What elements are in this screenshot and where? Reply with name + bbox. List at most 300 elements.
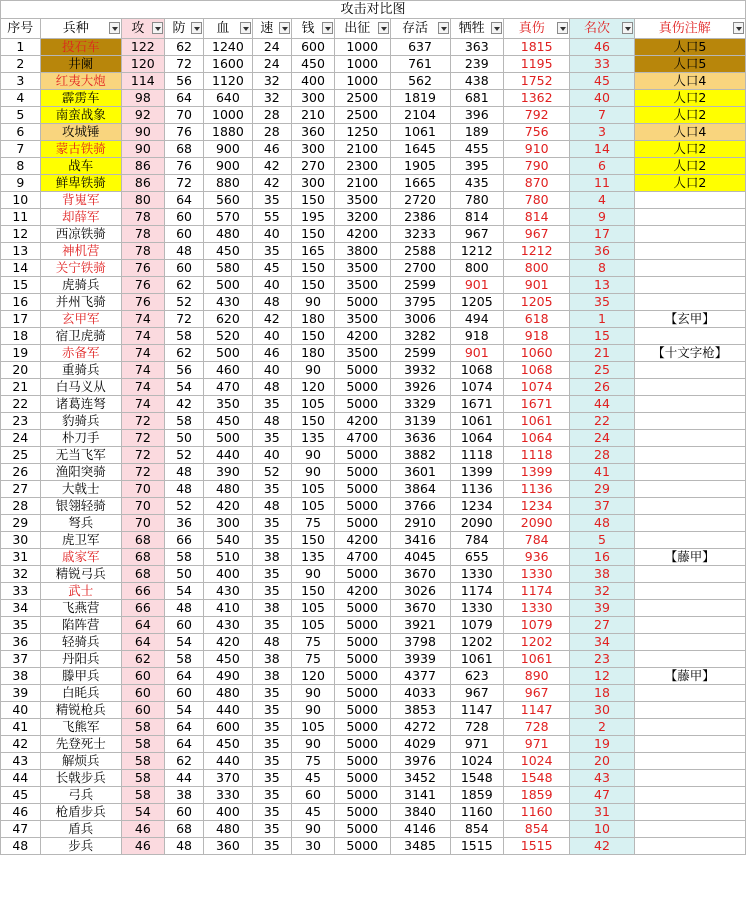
cell-id[interactable]: 46 <box>1 804 41 821</box>
cell-speed[interactable]: 35 <box>252 192 292 209</box>
cell-name[interactable]: 并州飞骑 <box>40 294 121 311</box>
cell-hp[interactable]: 390 <box>204 464 252 481</box>
cell-id[interactable]: 9 <box>1 175 41 192</box>
cell-attack[interactable]: 54 <box>121 804 164 821</box>
cell-note[interactable] <box>634 651 745 668</box>
cell-attack[interactable]: 86 <box>121 175 164 192</box>
cell-attack[interactable]: 80 <box>121 192 164 209</box>
cell-speed[interactable]: 35 <box>252 243 292 260</box>
cell-note[interactable] <box>634 838 745 855</box>
cell-id[interactable]: 26 <box>1 464 41 481</box>
cell-deploy[interactable]: 3500 <box>334 311 390 328</box>
cell-cost[interactable]: 105 <box>292 396 335 413</box>
cell-true-damage[interactable]: 901 <box>504 277 570 294</box>
cell-speed[interactable]: 40 <box>252 447 292 464</box>
cell-attack[interactable]: 72 <box>121 447 164 464</box>
cell-rank[interactable]: 22 <box>570 413 634 430</box>
cell-survive[interactable]: 3233 <box>390 226 450 243</box>
cell-cost[interactable]: 150 <box>292 583 335 600</box>
cell-survive[interactable]: 3026 <box>390 583 450 600</box>
cell-rank[interactable]: 11 <box>570 175 634 192</box>
cell-survive[interactable]: 637 <box>390 39 450 56</box>
filter-dropdown-icon[interactable] <box>378 22 389 34</box>
cell-hp[interactable]: 560 <box>204 192 252 209</box>
cell-hp[interactable]: 880 <box>204 175 252 192</box>
cell-hp[interactable]: 1000 <box>204 107 252 124</box>
cell-defense[interactable]: 60 <box>164 804 204 821</box>
cell-id[interactable]: 37 <box>1 651 41 668</box>
cell-speed[interactable]: 35 <box>252 583 292 600</box>
cell-rank[interactable]: 21 <box>570 345 634 362</box>
cell-defense[interactable]: 68 <box>164 821 204 838</box>
cell-name[interactable]: 西凉铁骑 <box>40 226 121 243</box>
cell-true-damage[interactable]: 870 <box>504 175 570 192</box>
cell-defense[interactable]: 56 <box>164 362 204 379</box>
cell-defense[interactable]: 76 <box>164 158 204 175</box>
cell-hp[interactable]: 1240 <box>204 39 252 56</box>
cell-loss[interactable]: 1064 <box>450 430 504 447</box>
cell-note[interactable] <box>634 787 745 804</box>
cell-hp[interactable]: 640 <box>204 90 252 107</box>
cell-true-damage[interactable]: 1362 <box>504 90 570 107</box>
cell-speed[interactable]: 48 <box>252 413 292 430</box>
cell-attack[interactable]: 86 <box>121 158 164 175</box>
cell-cost[interactable]: 105 <box>292 719 335 736</box>
cell-true-damage[interactable]: 1212 <box>504 243 570 260</box>
cell-name[interactable]: 弓兵 <box>40 787 121 804</box>
cell-speed[interactable]: 32 <box>252 90 292 107</box>
cell-deploy[interactable]: 5000 <box>334 804 390 821</box>
cell-loss[interactable]: 1061 <box>450 651 504 668</box>
cell-survive[interactable]: 3976 <box>390 753 450 770</box>
cell-attack[interactable]: 98 <box>121 90 164 107</box>
cell-true-damage[interactable]: 1399 <box>504 464 570 481</box>
cell-speed[interactable]: 48 <box>252 294 292 311</box>
cell-attack[interactable]: 68 <box>121 549 164 566</box>
cell-hp[interactable]: 420 <box>204 498 252 515</box>
cell-rank[interactable]: 37 <box>570 498 634 515</box>
cell-name[interactable]: 井阑 <box>40 56 121 73</box>
cell-deploy[interactable]: 5000 <box>334 736 390 753</box>
cell-true-damage[interactable]: 1548 <box>504 770 570 787</box>
cell-cost[interactable]: 90 <box>292 566 335 583</box>
cell-speed[interactable]: 24 <box>252 56 292 73</box>
cell-true-damage[interactable]: 1147 <box>504 702 570 719</box>
cell-defense[interactable]: 48 <box>164 243 204 260</box>
cell-cost[interactable]: 75 <box>292 651 335 668</box>
cell-loss[interactable]: 1174 <box>450 583 504 600</box>
cell-hp[interactable]: 480 <box>204 226 252 243</box>
cell-cost[interactable]: 450 <box>292 56 335 73</box>
cell-rank[interactable]: 48 <box>570 515 634 532</box>
cell-defense[interactable]: 52 <box>164 294 204 311</box>
cell-attack[interactable]: 46 <box>121 821 164 838</box>
cell-loss[interactable]: 814 <box>450 209 504 226</box>
cell-cost[interactable]: 135 <box>292 430 335 447</box>
cell-deploy[interactable]: 4200 <box>334 532 390 549</box>
cell-id[interactable]: 12 <box>1 226 41 243</box>
cell-true-damage[interactable]: 728 <box>504 719 570 736</box>
cell-speed[interactable]: 40 <box>252 277 292 294</box>
cell-hp[interactable]: 1880 <box>204 124 252 141</box>
cell-true-damage[interactable]: 1160 <box>504 804 570 821</box>
cell-note[interactable] <box>634 753 745 770</box>
cell-cost[interactable]: 300 <box>292 141 335 158</box>
cell-loss[interactable]: 239 <box>450 56 504 73</box>
cell-hp[interactable]: 480 <box>204 481 252 498</box>
cell-survive[interactable]: 2599 <box>390 277 450 294</box>
cell-hp[interactable]: 620 <box>204 311 252 328</box>
cell-rank[interactable]: 46 <box>570 39 634 56</box>
cell-cost[interactable]: 210 <box>292 107 335 124</box>
cell-defense[interactable]: 60 <box>164 617 204 634</box>
cell-note[interactable] <box>634 515 745 532</box>
cell-hp[interactable]: 370 <box>204 770 252 787</box>
cell-attack[interactable]: 76 <box>121 260 164 277</box>
cell-cost[interactable]: 75 <box>292 515 335 532</box>
cell-defense[interactable]: 38 <box>164 787 204 804</box>
filter-dropdown-icon[interactable] <box>557 22 568 34</box>
cell-loss[interactable]: 901 <box>450 277 504 294</box>
cell-note[interactable] <box>634 685 745 702</box>
cell-defense[interactable]: 54 <box>164 634 204 651</box>
cell-attack[interactable]: 60 <box>121 702 164 719</box>
cell-id[interactable]: 5 <box>1 107 41 124</box>
cell-cost[interactable]: 45 <box>292 770 335 787</box>
cell-deploy[interactable]: 5000 <box>334 821 390 838</box>
cell-defense[interactable]: 60 <box>164 209 204 226</box>
cell-note[interactable] <box>634 243 745 260</box>
cell-id[interactable]: 24 <box>1 430 41 447</box>
cell-true-damage[interactable]: 1136 <box>504 481 570 498</box>
cell-attack[interactable]: 70 <box>121 498 164 515</box>
cell-deploy[interactable]: 5000 <box>334 787 390 804</box>
cell-cost[interactable]: 90 <box>292 447 335 464</box>
cell-speed[interactable]: 38 <box>252 600 292 617</box>
cell-deploy[interactable]: 3500 <box>334 260 390 277</box>
cell-speed[interactable]: 42 <box>252 158 292 175</box>
cell-survive[interactable]: 2104 <box>390 107 450 124</box>
cell-true-damage[interactable]: 1859 <box>504 787 570 804</box>
cell-loss[interactable]: 655 <box>450 549 504 566</box>
cell-attack[interactable]: 74 <box>121 379 164 396</box>
cell-rank[interactable]: 10 <box>570 821 634 838</box>
cell-id[interactable]: 36 <box>1 634 41 651</box>
cell-name[interactable]: 解烦兵 <box>40 753 121 770</box>
cell-survive[interactable]: 3939 <box>390 651 450 668</box>
cell-id[interactable]: 8 <box>1 158 41 175</box>
cell-cost[interactable]: 150 <box>292 413 335 430</box>
cell-cost[interactable]: 90 <box>292 362 335 379</box>
cell-true-damage[interactable]: 1061 <box>504 413 570 430</box>
cell-id[interactable]: 41 <box>1 719 41 736</box>
cell-name[interactable]: 赤备军 <box>40 345 121 362</box>
cell-rank[interactable]: 30 <box>570 702 634 719</box>
cell-id[interactable]: 40 <box>1 702 41 719</box>
cell-true-damage[interactable]: 1074 <box>504 379 570 396</box>
cell-loss[interactable]: 189 <box>450 124 504 141</box>
cell-speed[interactable]: 55 <box>252 209 292 226</box>
cell-defense[interactable]: 52 <box>164 447 204 464</box>
cell-survive[interactable]: 2720 <box>390 192 450 209</box>
cell-id[interactable]: 44 <box>1 770 41 787</box>
cell-rank[interactable]: 26 <box>570 379 634 396</box>
cell-rank[interactable]: 39 <box>570 600 634 617</box>
cell-rank[interactable]: 1 <box>570 311 634 328</box>
cell-true-damage[interactable]: 784 <box>504 532 570 549</box>
cell-true-damage[interactable]: 967 <box>504 226 570 243</box>
cell-loss[interactable]: 800 <box>450 260 504 277</box>
cell-hp[interactable]: 500 <box>204 345 252 362</box>
cell-cost[interactable]: 165 <box>292 243 335 260</box>
cell-defense[interactable]: 54 <box>164 583 204 600</box>
cell-defense[interactable]: 54 <box>164 379 204 396</box>
cell-rank[interactable]: 28 <box>570 447 634 464</box>
cell-speed[interactable]: 35 <box>252 719 292 736</box>
cell-survive[interactable]: 4146 <box>390 821 450 838</box>
cell-name[interactable]: 豹骑兵 <box>40 413 121 430</box>
cell-deploy[interactable]: 5000 <box>334 753 390 770</box>
filter-dropdown-icon[interactable] <box>109 22 120 34</box>
cell-note[interactable] <box>634 566 745 583</box>
cell-id[interactable]: 1 <box>1 39 41 56</box>
cell-id[interactable]: 14 <box>1 260 41 277</box>
cell-hp[interactable]: 570 <box>204 209 252 226</box>
cell-attack[interactable]: 72 <box>121 413 164 430</box>
cell-speed[interactable]: 24 <box>252 39 292 56</box>
cell-defense[interactable]: 52 <box>164 498 204 515</box>
cell-cost[interactable]: 270 <box>292 158 335 175</box>
cell-deploy[interactable]: 2500 <box>334 90 390 107</box>
cell-attack[interactable]: 74 <box>121 396 164 413</box>
cell-deploy[interactable]: 5000 <box>334 702 390 719</box>
cell-survive[interactable]: 3485 <box>390 838 450 855</box>
cell-rank[interactable]: 31 <box>570 804 634 821</box>
cell-loss[interactable]: 784 <box>450 532 504 549</box>
cell-survive[interactable]: 3636 <box>390 430 450 447</box>
filter-dropdown-icon[interactable] <box>438 22 449 34</box>
cell-loss[interactable]: 1205 <box>450 294 504 311</box>
cell-note[interactable] <box>634 702 745 719</box>
cell-rank[interactable]: 19 <box>570 736 634 753</box>
cell-note[interactable]: 人口5 <box>634 39 745 56</box>
cell-loss[interactable]: 854 <box>450 821 504 838</box>
cell-hp[interactable]: 520 <box>204 328 252 345</box>
cell-true-damage[interactable]: 792 <box>504 107 570 124</box>
cell-note[interactable] <box>634 192 745 209</box>
cell-true-damage[interactable]: 2090 <box>504 515 570 532</box>
cell-id[interactable]: 47 <box>1 821 41 838</box>
cell-speed[interactable]: 35 <box>252 515 292 532</box>
cell-hp[interactable]: 580 <box>204 260 252 277</box>
cell-note[interactable] <box>634 617 745 634</box>
cell-name[interactable]: 武士 <box>40 583 121 600</box>
cell-speed[interactable]: 42 <box>252 175 292 192</box>
cell-id[interactable]: 25 <box>1 447 41 464</box>
cell-survive[interactable]: 3926 <box>390 379 450 396</box>
cell-cost[interactable]: 120 <box>292 668 335 685</box>
cell-loss[interactable]: 1068 <box>450 362 504 379</box>
cell-attack[interactable]: 64 <box>121 617 164 634</box>
cell-speed[interactable]: 48 <box>252 498 292 515</box>
cell-survive[interactable]: 1645 <box>390 141 450 158</box>
cell-deploy[interactable]: 4700 <box>334 549 390 566</box>
cell-note[interactable] <box>634 821 745 838</box>
cell-true-damage[interactable]: 1079 <box>504 617 570 634</box>
cell-deploy[interactable]: 5000 <box>334 634 390 651</box>
cell-true-damage[interactable]: 1024 <box>504 753 570 770</box>
cell-name[interactable]: 飞燕营 <box>40 600 121 617</box>
cell-id[interactable]: 31 <box>1 549 41 566</box>
cell-speed[interactable]: 28 <box>252 124 292 141</box>
cell-true-damage[interactable]: 1205 <box>504 294 570 311</box>
cell-defense[interactable]: 58 <box>164 413 204 430</box>
cell-hp[interactable]: 450 <box>204 736 252 753</box>
cell-attack[interactable]: 74 <box>121 362 164 379</box>
cell-defense[interactable]: 42 <box>164 396 204 413</box>
cell-rank[interactable]: 45 <box>570 73 634 90</box>
cell-rank[interactable]: 34 <box>570 634 634 651</box>
cell-attack[interactable]: 74 <box>121 311 164 328</box>
filter-dropdown-icon[interactable] <box>491 22 502 34</box>
cell-rank[interactable]: 47 <box>570 787 634 804</box>
cell-defense[interactable]: 36 <box>164 515 204 532</box>
cell-defense[interactable]: 60 <box>164 226 204 243</box>
cell-true-damage[interactable]: 910 <box>504 141 570 158</box>
cell-speed[interactable]: 35 <box>252 736 292 753</box>
cell-rank[interactable]: 38 <box>570 566 634 583</box>
cell-attack[interactable]: 72 <box>121 430 164 447</box>
cell-rank[interactable]: 6 <box>570 158 634 175</box>
cell-id[interactable]: 21 <box>1 379 41 396</box>
filter-dropdown-icon[interactable] <box>322 22 333 34</box>
cell-deploy[interactable]: 2500 <box>334 107 390 124</box>
cell-rank[interactable]: 3 <box>570 124 634 141</box>
cell-hp[interactable]: 510 <box>204 549 252 566</box>
cell-attack[interactable]: 70 <box>121 515 164 532</box>
cell-hp[interactable]: 500 <box>204 430 252 447</box>
cell-id[interactable]: 20 <box>1 362 41 379</box>
cell-name[interactable]: 神机营 <box>40 243 121 260</box>
cell-cost[interactable]: 150 <box>292 328 335 345</box>
cell-note[interactable]: 【十文字枪】 <box>634 345 745 362</box>
cell-survive[interactable]: 3670 <box>390 566 450 583</box>
cell-survive[interactable]: 3766 <box>390 498 450 515</box>
cell-loss[interactable]: 1212 <box>450 243 504 260</box>
cell-true-damage[interactable]: 1330 <box>504 566 570 583</box>
cell-attack[interactable]: 92 <box>121 107 164 124</box>
cell-defense[interactable]: 62 <box>164 39 204 56</box>
cell-speed[interactable]: 40 <box>252 328 292 345</box>
cell-survive[interactable]: 4029 <box>390 736 450 753</box>
cell-cost[interactable]: 30 <box>292 838 335 855</box>
cell-loss[interactable]: 395 <box>450 158 504 175</box>
cell-true-damage[interactable]: 800 <box>504 260 570 277</box>
cell-cost[interactable]: 105 <box>292 498 335 515</box>
cell-note[interactable] <box>634 481 745 498</box>
cell-cost[interactable]: 60 <box>292 787 335 804</box>
cell-note[interactable] <box>634 464 745 481</box>
cell-id[interactable]: 42 <box>1 736 41 753</box>
cell-id[interactable]: 10 <box>1 192 41 209</box>
cell-loss[interactable]: 918 <box>450 328 504 345</box>
cell-cost[interactable]: 75 <box>292 634 335 651</box>
cell-deploy[interactable]: 5000 <box>334 379 390 396</box>
cell-cost[interactable]: 105 <box>292 617 335 634</box>
cell-defense[interactable]: 62 <box>164 345 204 362</box>
cell-speed[interactable]: 35 <box>252 532 292 549</box>
cell-survive[interactable]: 2599 <box>390 345 450 362</box>
cell-note[interactable] <box>634 583 745 600</box>
cell-attack[interactable]: 58 <box>121 770 164 787</box>
cell-true-damage[interactable]: 918 <box>504 328 570 345</box>
cell-survive[interactable]: 3282 <box>390 328 450 345</box>
cell-speed[interactable]: 52 <box>252 464 292 481</box>
cell-id[interactable]: 48 <box>1 838 41 855</box>
cell-loss[interactable]: 728 <box>450 719 504 736</box>
cell-name[interactable]: 丹阳兵 <box>40 651 121 668</box>
cell-deploy[interactable]: 3200 <box>334 209 390 226</box>
cell-speed[interactable]: 45 <box>252 260 292 277</box>
cell-rank[interactable]: 25 <box>570 362 634 379</box>
cell-defense[interactable]: 50 <box>164 566 204 583</box>
cell-defense[interactable]: 76 <box>164 124 204 141</box>
cell-name[interactable]: 虎卫军 <box>40 532 121 549</box>
cell-cost[interactable]: 135 <box>292 549 335 566</box>
cell-loss[interactable]: 1160 <box>450 804 504 821</box>
cell-true-damage[interactable]: 890 <box>504 668 570 685</box>
cell-attack[interactable]: 120 <box>121 56 164 73</box>
cell-note[interactable] <box>634 447 745 464</box>
cell-speed[interactable]: 35 <box>252 804 292 821</box>
cell-hp[interactable]: 1120 <box>204 73 252 90</box>
cell-survive[interactable]: 1061 <box>390 124 450 141</box>
cell-note[interactable] <box>634 362 745 379</box>
cell-name[interactable]: 飞熊军 <box>40 719 121 736</box>
cell-defense[interactable]: 66 <box>164 532 204 549</box>
cell-attack[interactable]: 122 <box>121 39 164 56</box>
cell-cost[interactable]: 150 <box>292 260 335 277</box>
cell-note[interactable] <box>634 498 745 515</box>
cell-attack[interactable]: 66 <box>121 583 164 600</box>
cell-name[interactable]: 战车 <box>40 158 121 175</box>
cell-hp[interactable]: 490 <box>204 668 252 685</box>
cell-name[interactable]: 枪盾步兵 <box>40 804 121 821</box>
cell-attack[interactable]: 58 <box>121 753 164 770</box>
cell-speed[interactable]: 40 <box>252 362 292 379</box>
cell-loss[interactable]: 1136 <box>450 481 504 498</box>
cell-speed[interactable]: 48 <box>252 634 292 651</box>
cell-loss[interactable]: 623 <box>450 668 504 685</box>
cell-note[interactable]: 人口4 <box>634 124 745 141</box>
cell-note[interactable] <box>634 328 745 345</box>
cell-loss[interactable]: 1118 <box>450 447 504 464</box>
cell-survive[interactable]: 1665 <box>390 175 450 192</box>
cell-deploy[interactable]: 5000 <box>334 498 390 515</box>
cell-id[interactable]: 45 <box>1 787 41 804</box>
cell-defense[interactable]: 72 <box>164 56 204 73</box>
cell-hp[interactable]: 300 <box>204 515 252 532</box>
cell-id[interactable]: 18 <box>1 328 41 345</box>
cell-deploy[interactable]: 1000 <box>334 73 390 90</box>
cell-loss[interactable]: 438 <box>450 73 504 90</box>
cell-rank[interactable]: 27 <box>570 617 634 634</box>
cell-hp[interactable]: 500 <box>204 277 252 294</box>
cell-rank[interactable]: 29 <box>570 481 634 498</box>
cell-cost[interactable]: 600 <box>292 39 335 56</box>
cell-hp[interactable]: 440 <box>204 447 252 464</box>
cell-loss[interactable]: 1147 <box>450 702 504 719</box>
